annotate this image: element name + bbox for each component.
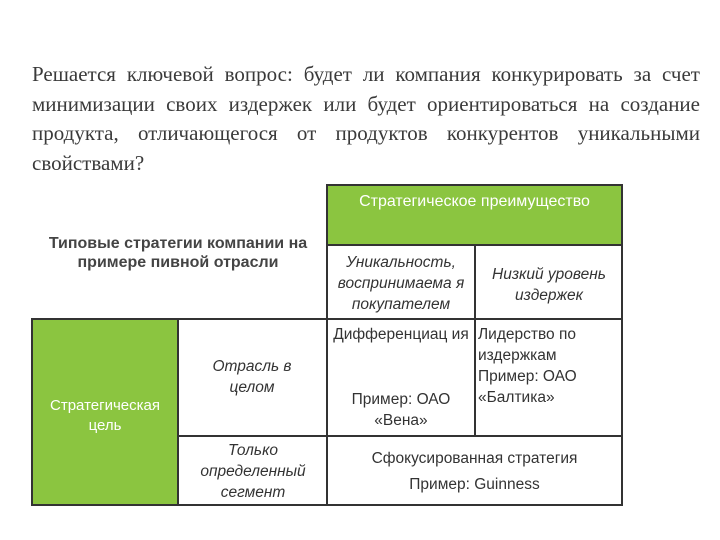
grid-line-h-row1-top [179, 318, 623, 320]
cell-cost-leadership: Лидерство по издержкам Пример: ОАО «Балтика» [478, 326, 577, 406]
strategic-advantage-label: Стратегическое преимущество [359, 193, 590, 210]
column-header-low-cost: Низкий уровень издержек [492, 266, 606, 304]
cell-differentiation-example: Пример: ОАО «Вена» [351, 391, 451, 429]
column-header-uniqueness: Уникальность, воспринимаема я покупателем [337, 254, 465, 313]
grid-line-h-bottom [179, 504, 623, 506]
cell-focus-example: Пример: Guinness [409, 476, 540, 493]
table-title: Типовые стратегии компании на примере пивной отрасли [48, 235, 308, 271]
grid-line-h-header [326, 244, 623, 246]
intro-paragraph: Решается ключевой вопрос: будет ли компания конкурировать за счет минимизации своих издержек или будет ориентироваться на создание продукта, отличающегося от продуктов конкурентов уникальными свойствами? [32, 62, 700, 175]
grid-line-v-right [621, 184, 623, 506]
strategic-goal-cell [31, 318, 179, 506]
grid-line-h-row2-top [179, 435, 623, 437]
cell-focus-strategy: Сфокусированная стратегия [371, 450, 578, 467]
cell-differentiation: Дифференциац ия [333, 326, 469, 343]
row-label-segment: Только определенный сегмент [200, 442, 306, 501]
grid-line-v-middle [474, 244, 476, 436]
grid-line-v-left [326, 244, 328, 506]
strategic-advantage-header [326, 184, 623, 244]
strategic-goal-label: Стратегическая цель [50, 397, 160, 434]
row-label-industry-whole: Отрасль в целом [212, 358, 292, 396]
